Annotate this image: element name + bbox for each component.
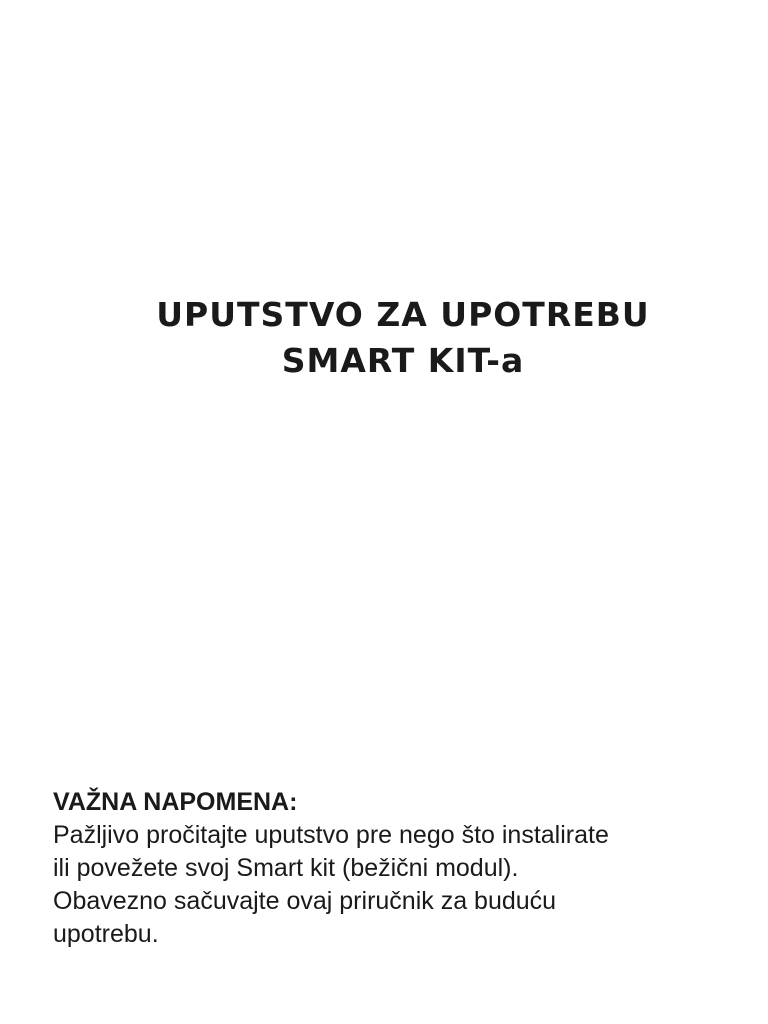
note-line-2: ili povežete svoj Smart kit (bežični modul). bbox=[53, 854, 519, 882]
note-line-4: upotrebu. bbox=[53, 920, 159, 948]
document-title bbox=[0, 292, 768, 384]
note-line-1: Pažljivo pročitajte uputstvo pre nego što instalirate bbox=[53, 821, 609, 849]
important-note bbox=[53, 786, 753, 951]
note-line-3: Obavezno sačuvajte ovaj priručnik za buduću bbox=[53, 887, 557, 915]
title-line-2: SMART KIT-a bbox=[281, 341, 525, 380]
note-heading: VAŽNA NAPOMENA: bbox=[53, 788, 298, 816]
title-line-1: UPUTSTVO ZA UPOTREBU bbox=[156, 295, 650, 334]
